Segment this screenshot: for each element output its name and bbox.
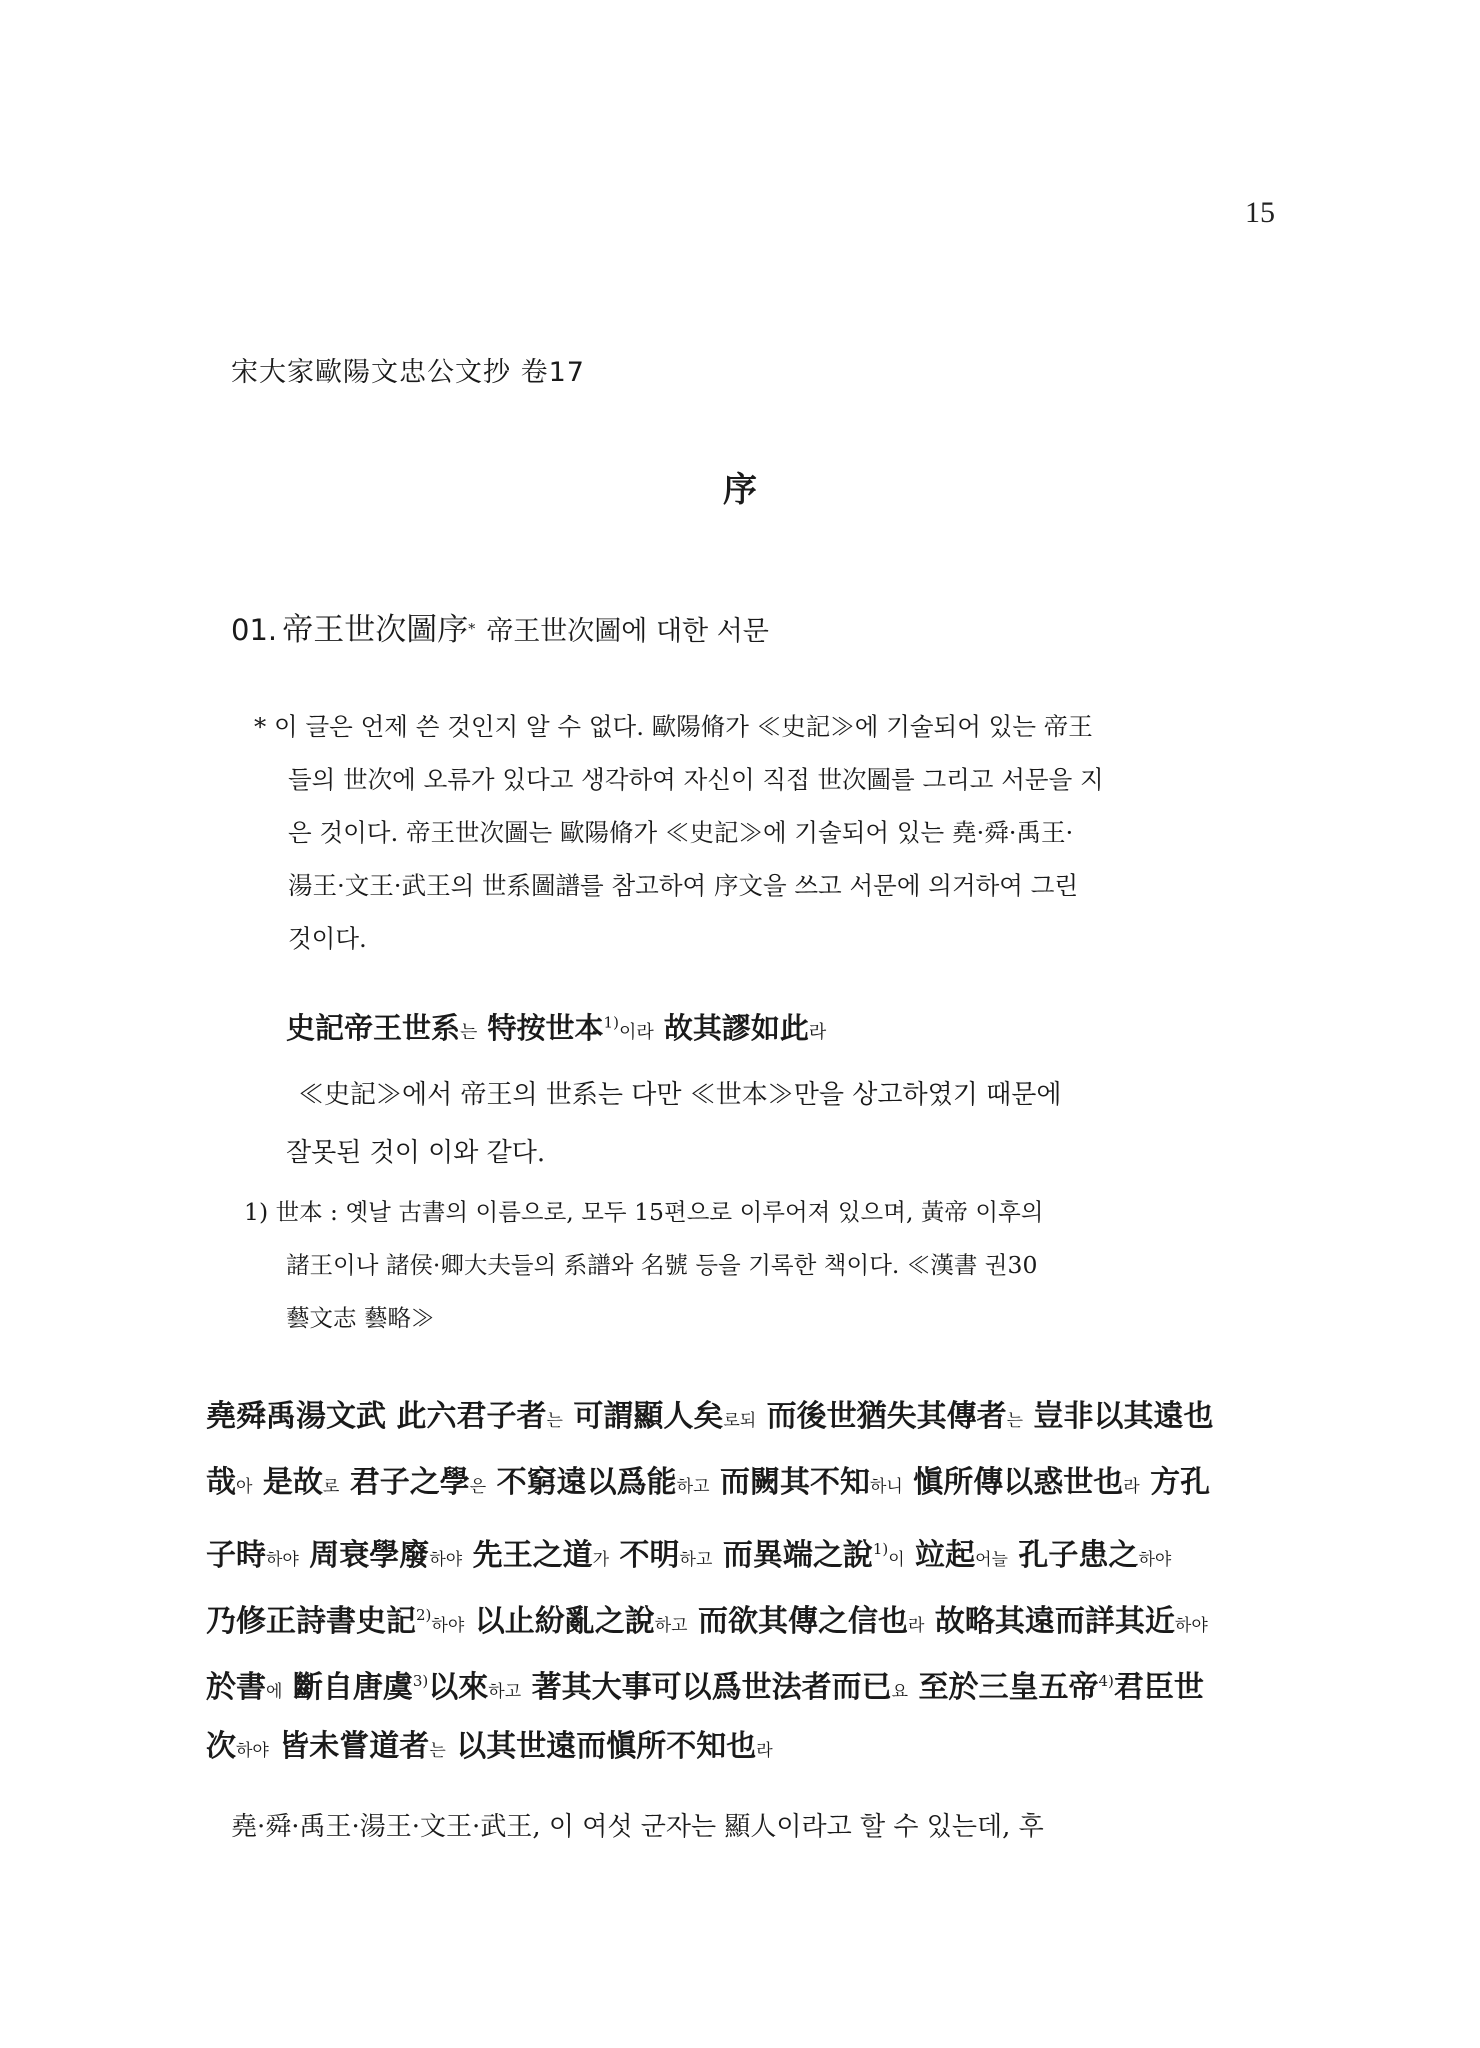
passage-text: 特按世本 [487, 1011, 604, 1045]
main-text-particle: 하고 [676, 1477, 710, 1497]
footnote-line: 藝文志 藝略≫ [286, 1304, 435, 1332]
main-text-segment: 君臣世 [1113, 1670, 1204, 1705]
chapter-title [231, 604, 769, 649]
main-text-segment: 次 [206, 1729, 236, 1764]
main-text-particle: 하고 [488, 1682, 522, 1702]
main-text-segment: 子時 [206, 1538, 266, 1573]
main-text-particle: 가 [592, 1550, 610, 1570]
translation-line: ≪史記≫에서 帝王의 世系는 다만 ≪世本≫만을 상고하였기 때문에 [298, 1080, 1062, 1110]
main-text-particle: 아 [236, 1477, 253, 1497]
headnote-line: * 이 글은 언제 쓴 것인지 알 수 없다. 歐陽脩가 ≪史記≫에 기술되어 있는 帝王 [254, 712, 1093, 741]
main-text-segment: 故略其遠而詳其近 [924, 1604, 1175, 1639]
main-text-particle: 는 [429, 1741, 446, 1761]
original-passage-1 [286, 1006, 826, 1047]
main-original-text [206, 1384, 1286, 1780]
main-text-line [206, 1384, 1286, 1450]
main-text-segment: 是故 [252, 1465, 323, 1500]
main-text-segment: 斷自唐虞 [282, 1670, 413, 1705]
main-text-segment: 君子之學 [339, 1465, 470, 1500]
main-text-segment: 不明 [609, 1538, 680, 1573]
footnote-line: 諸王이나 諸侯·卿大夫들의 系譜와 名號 등을 기록한 책이다. ≪漢書 권30 [286, 1251, 1038, 1279]
main-text-particle: 하야 [236, 1741, 269, 1761]
passage-text: 故其謬如此 [663, 1011, 809, 1045]
main-text-segment: 以止紛亂之說 [464, 1604, 655, 1639]
footnote-ref: 3) [412, 1672, 429, 1690]
main-text-line [206, 1450, 1286, 1516]
main-text-line [206, 1648, 1286, 1714]
main-text-segment: 愼所傳以惑世也 [902, 1465, 1124, 1500]
main-text-particle: 하고 [654, 1616, 688, 1636]
main-text-segment: 孔子患之 [1007, 1538, 1139, 1573]
main-text-particle: 라 [756, 1741, 773, 1761]
main-text-segment: 不窮遠以爲能 [486, 1465, 677, 1500]
footnote-1 [244, 1186, 1234, 1345]
passage-particle: 는 [460, 1022, 478, 1043]
main-text-particle: 하야 [1174, 1616, 1208, 1636]
translation-2: 堯·舜·禹王·湯王·文王·武王, 이 여섯 군자는 顯人이라고 할 수 있는데, 후 [231, 1812, 1044, 1842]
main-text-particle: 하니 [869, 1477, 903, 1497]
main-text-particle: 요 [891, 1682, 909, 1702]
translation-line: 잘못된 것이 이와 같다. [286, 1138, 546, 1168]
main-text-particle: 에 [266, 1682, 283, 1702]
main-text-segment: 竝起 [904, 1538, 976, 1573]
main-text-particle: 는 [546, 1411, 563, 1431]
main-text-particle: 하고 [679, 1550, 713, 1570]
headnote [254, 700, 1232, 965]
chapter-subtitle: 帝王世次圖에 대한 서문 [486, 616, 769, 647]
main-text-particle: 하야 [266, 1550, 299, 1570]
headnote-line: 湯王·文王·武王의 世系圖譜를 참고하여 序文을 쓰고 서문에 의거하여 그린 [288, 871, 1079, 900]
main-text-segment: 而後世猶失其傳者 [756, 1399, 1007, 1434]
main-text-particle: 하야 [431, 1616, 465, 1636]
passage-text: 史記帝王世系 [286, 1011, 461, 1045]
main-text-segment: 周衰學廢 [298, 1538, 430, 1573]
main-text-segment: 至於三皇五帝 [908, 1670, 1099, 1705]
main-text-line [206, 1714, 1286, 1780]
section-heading: 序 [723, 470, 757, 510]
main-text-segment: 以來 [428, 1670, 489, 1705]
main-text-particle: 하야 [1138, 1550, 1172, 1570]
footnote-ref: 4) [1098, 1672, 1114, 1690]
main-text-segment: 而異端之說 [712, 1538, 873, 1573]
chapter-number: 01. [231, 613, 278, 647]
main-text-particle: 로되 [723, 1411, 757, 1431]
chapter-title-text: 帝王世次圖序 [282, 612, 469, 648]
main-text-particle: 은 [469, 1477, 487, 1497]
running-header: 宋大家歐陽文忠公文抄 卷17 [231, 357, 585, 388]
main-text-particle: 라 [908, 1616, 925, 1636]
footnote-ref: 2) [416, 1606, 432, 1624]
main-text-particle: 어늘 [975, 1550, 1008, 1570]
main-text-segment: 豈非以其遠也 [1023, 1399, 1214, 1434]
headnote-line: 은 것이다. 帝王世次圖는 歐陽脩가 ≪史記≫에 기술되어 있는 堯·舜·禹王· [288, 818, 1074, 847]
main-text-segment: 先王之道 [462, 1538, 593, 1573]
main-text-segment: 可謂顯人矣 [562, 1399, 724, 1434]
main-text-particle: 하야 [429, 1550, 463, 1570]
main-text-segment: 堯舜禹湯文武 此六君子者 [206, 1399, 547, 1434]
main-text-particle: 라 [1123, 1477, 1140, 1497]
main-text-line [206, 1582, 1286, 1648]
translation-1 [286, 1066, 1236, 1182]
main-text-particle: 이 [888, 1550, 905, 1570]
footnote-ref: 1) [872, 1540, 889, 1558]
main-text-segment: 方孔 [1139, 1465, 1211, 1500]
main-text-segment: 乃修正詩書史記 [206, 1604, 416, 1639]
main-text-particle: 로 [322, 1477, 340, 1497]
passage-particle: 이라 [618, 1022, 654, 1043]
main-text-segment: 於書 [206, 1670, 266, 1705]
main-text-segment: 而欲其傳之信也 [687, 1604, 909, 1639]
main-text-line [206, 1516, 1286, 1582]
passage-particle: 라 [808, 1022, 827, 1043]
chapter-title-mark: * [468, 621, 476, 638]
main-text-segment: 以其世遠而愼所不知也 [445, 1729, 757, 1764]
headnote-line: 들의 世次에 오류가 있다고 생각하여 자신이 직접 世次圖를 그리고 서문을 지 [288, 765, 1104, 794]
main-text-segment: 皆未嘗道者 [268, 1729, 430, 1764]
main-text-segment: 而闕其不知 [709, 1465, 870, 1500]
main-text-segment: 哉 [206, 1465, 236, 1500]
footnote-line: 1) 世本 : 옛날 古書의 이름으로, 모두 15편으로 이루어져 있으며, 黃帝 이후의 [244, 1198, 1044, 1226]
footnote-ref: 1) [603, 1013, 619, 1032]
main-text-segment: 著其大事可以爲世法者而已 [521, 1670, 892, 1705]
headnote-line: 것이다. [288, 924, 367, 953]
page-number: 15 [1245, 196, 1275, 229]
main-text-particle: 는 [1006, 1411, 1024, 1431]
